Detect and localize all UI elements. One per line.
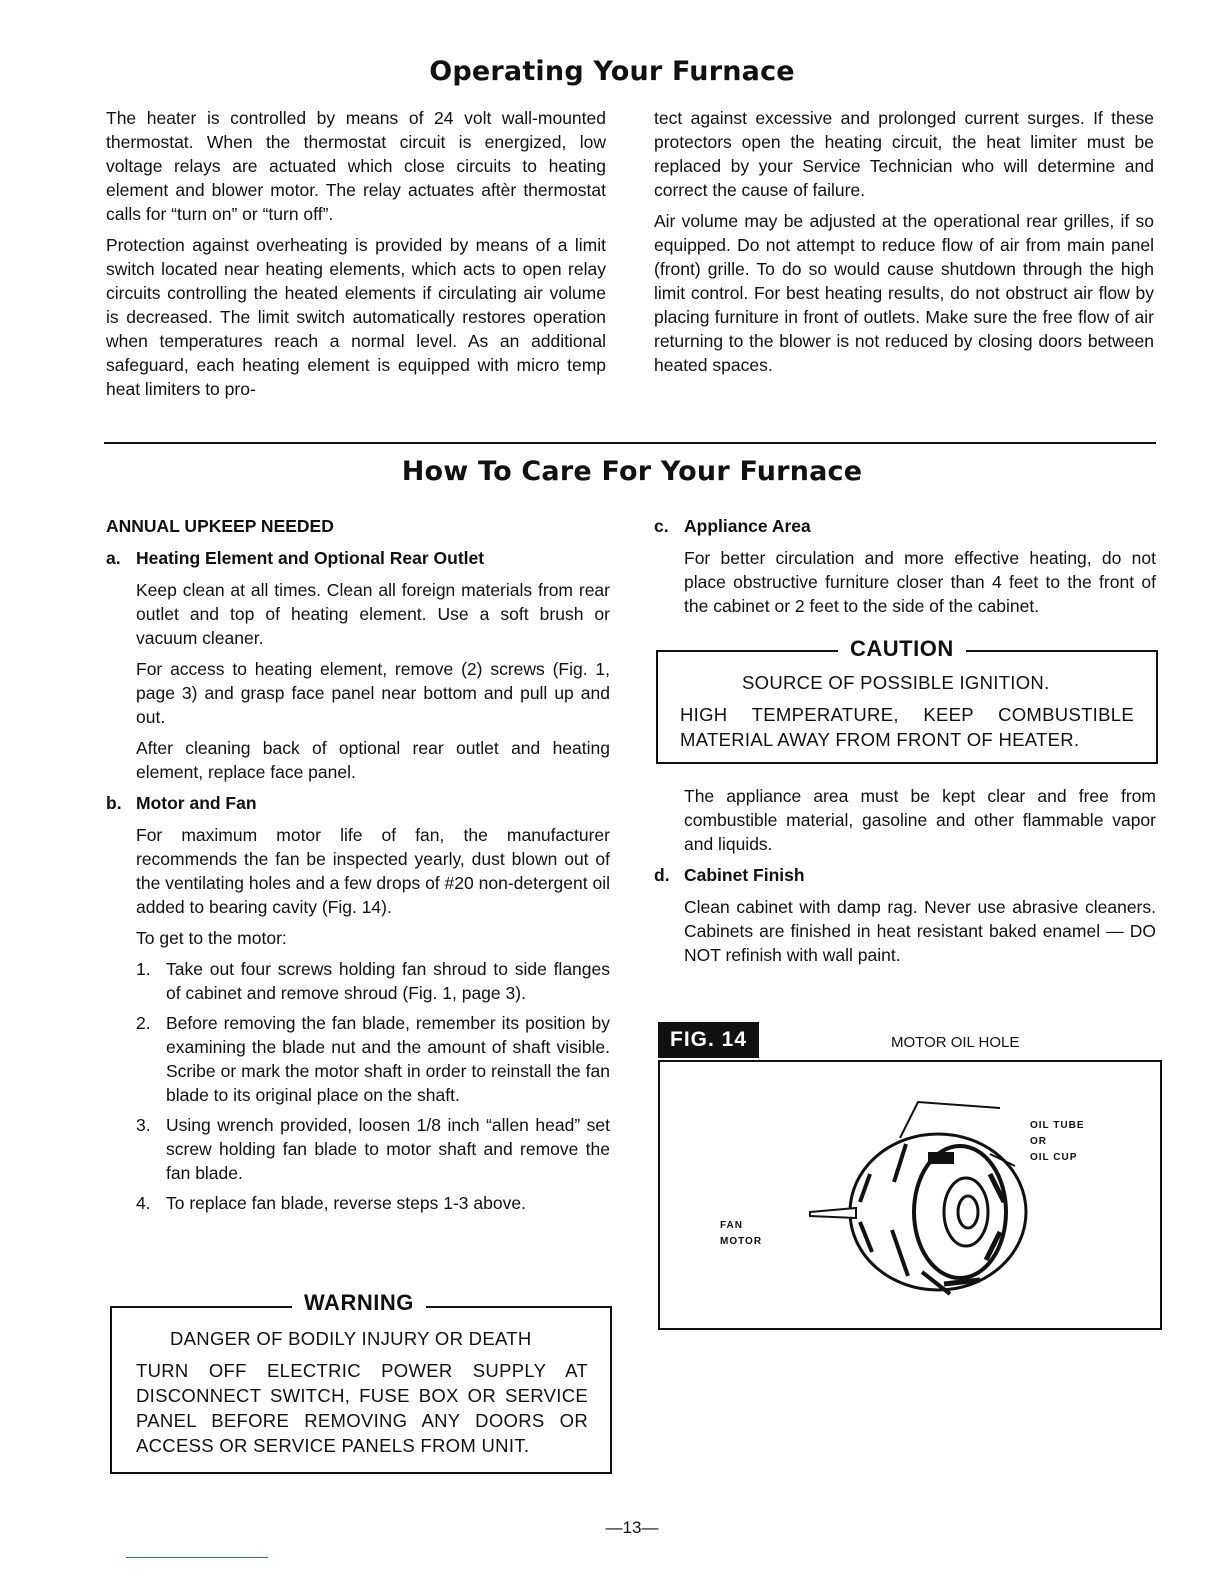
- item-c-after-caution: The appliance area must be kept clear and free from combustible material, gasoline and other flammable vapor and liquids.: [684, 786, 1156, 854]
- figure-label: FIG. 14: [658, 1022, 759, 1058]
- page-number: —13—: [605, 1518, 659, 1537]
- operating-right-column: [654, 106, 1154, 384]
- item-b-paragraph-2: To get to the motor:: [136, 928, 287, 948]
- section-title-care: How To Care For Your Furnace: [401, 456, 863, 487]
- warning-line-1: DANGER OF BODILY INJURY OR DEATH: [170, 1328, 532, 1349]
- figure-callout-motor: MOTOR: [720, 1236, 763, 1247]
- item-b-heading: [106, 791, 610, 815]
- step-4: 4. To replace fan blade, reverse steps 1-3 above.: [136, 1193, 526, 1213]
- item-d-label: d.: [654, 865, 670, 885]
- step-1: 1. Take out four screws holding fan shroud to side flanges of cabinet and remove shroud (Fig. 1, page 3).: [136, 959, 610, 1003]
- item-b-title: Motor and Fan: [136, 793, 257, 813]
- item-c-label: c.: [654, 516, 669, 536]
- caution-box: [656, 636, 1158, 764]
- item-a-paragraph-3: After cleaning back of optional rear outlet and heating element, replace face panel.: [136, 738, 610, 782]
- care-left-column: [106, 514, 610, 1221]
- figure-callout-motor-oil-hole: MOTOR OIL HOLE: [891, 1034, 1020, 1051]
- operating-paragraph-1: The heater is controlled by means of 24 volt wall-mounted thermostat. When the thermostat circuit is energized, low voltage relays are actuated which close circuits to heating element and blower motor. The relay actuates aftèr thermostat calls for “turn on” or “turn off”.: [106, 108, 606, 224]
- figure-callout-oil-tube: OIL TUBE: [1030, 1120, 1085, 1131]
- step-3: 3. Using wrench provided, loosen 1/8 inch “allen head” set screw holding fan blade to motor shaft and remove the fan blade.: [136, 1115, 610, 1183]
- figure-frame: [658, 1060, 1162, 1330]
- item-a-heading: [106, 546, 610, 570]
- section-title-operating: Operating Your Furnace: [429, 56, 795, 87]
- operating-paragraph-3: tect against excessive and prolonged current surges. If these protectors open the heating circuit, the heat limiter must be replaced by your Service Technician who will determine and correct the cause of failure.: [654, 108, 1154, 200]
- item-b-paragraph-1: For maximum motor life of fan, the manufacturer recommends the fan be inspected yearly, dust blown out of the ventilating holes and a few drops of #20 non-detergent oil added to bearing cavity (Fig. 14).: [136, 825, 610, 917]
- operating-paragraph-4: Air volume may be adjusted at the operational rear grilles, if so equipped. Do not attempt to reduce flow of air from main panel (front) grille. To do so would cause shutdown through the high limit control. For best heating results, do not obstruct air flow by placing furniture in front of outlets. Make sure the free flow of air returning to the blower is not reduced by closing doors between heated spaces.: [654, 211, 1154, 375]
- warning-line-2: TURN OFF ELECTRIC POWER SUPPLY AT DISCONNECT SWITCH, FUSE BOX OR SERVICE PANEL BEFORE REMOVING ANY DOORS OR ACCESS OR SERVICE PANELS FROM UNIT.: [136, 1360, 588, 1456]
- item-a-paragraph-1: Keep clean at all times. Clean all foreign materials from rear outlet and top of heating element. Use a soft brush or vacuum cleaner.: [136, 580, 610, 648]
- item-a-paragraph-2: For access to heating element, remove (2) screws (Fig. 1, page 3) and grasp face panel near bottom and pull up and out.: [136, 659, 610, 727]
- caution-title: CAUTION: [838, 636, 966, 662]
- care-right-column: [654, 514, 1156, 625]
- operating-paragraph-2: Protection against overheating is provided by means of a limit switch located near heating elements, which acts to open relay circuits controlling the heated elements if circulating air volume is decreased. The limit switch automatically restores operation when temperatures reach a normal level. As an additional safeguard, each heating element is equipped with micro temp heat limiters to pro-: [106, 235, 606, 399]
- caution-line-1: SOURCE OF POSSIBLE IGNITION.: [742, 672, 1050, 693]
- item-a-title: Heating Element and Optional Rear Outlet: [136, 548, 485, 568]
- annual-upkeep-heading: ANNUAL UPKEEP NEEDED: [106, 516, 334, 536]
- warning-box: [110, 1290, 612, 1474]
- item-c-paragraph: For better circulation and more effective heating, do not place obstructive furniture closer than 4 feet to the front of the cabinet or 2 feet to the side of the cabinet.: [684, 548, 1156, 616]
- warning-title: WARNING: [292, 1290, 426, 1316]
- figure-callout-fan: FAN: [720, 1220, 743, 1231]
- footer-rule: [126, 1557, 268, 1558]
- step-2: 2. Before removing the fan blade, remember its position by examining the blade nut and the amount of shaft visible. Scribe or mark the motor shaft in order to reinstall the fan blade to its original place on the shaft.: [136, 1013, 610, 1105]
- item-c-heading: [654, 514, 1156, 538]
- item-c-title: Appliance Area: [684, 516, 811, 536]
- care-right-column-lower: [654, 784, 1156, 974]
- item-d-paragraph: Clean cabinet with damp rag. Never use abrasive cleaners. Cabinets are finished in heat resistant baked enamel — DO NOT refinish with wall paint.: [684, 897, 1156, 965]
- caution-line-2: HIGH TEMPERATURE, KEEP COMBUSTIBLE MATERIAL AWAY FROM FRONT OF HEATER.: [680, 704, 1134, 750]
- item-a-label: a.: [106, 548, 121, 568]
- section-divider: [104, 442, 1156, 444]
- item-d-title: Cabinet Finish: [684, 865, 805, 885]
- item-b-label: b.: [106, 793, 122, 813]
- operating-left-column: [106, 106, 606, 408]
- figure-callout-oil-cup: OIL CUP: [1030, 1152, 1078, 1163]
- item-d-heading: [654, 863, 1156, 887]
- motor-diagram-illustration: [660, 1062, 1160, 1328]
- figure-callout-or: OR: [1030, 1136, 1047, 1147]
